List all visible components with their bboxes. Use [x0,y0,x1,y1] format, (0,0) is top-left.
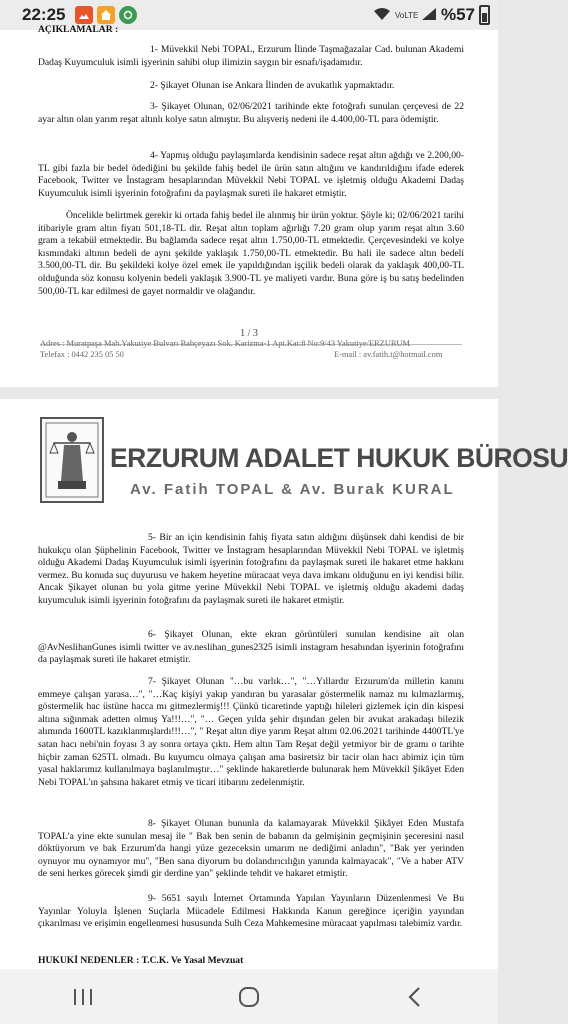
paragraph-9: 8- Şikayet Olunan bununla da kalamayarak Müvekkil Şikâyet Eden Mustafa TOPAL'a yine ekte sunulan mesaj ile " Bak ben senin de babanın da gelmişinin geçmişinin şeceresini nasıl döktüyorum ve bak Erzurum'da hangi yüze gezeceksin umarım ne dediğimi anladın", "Bak yer yerinden oynuyor mu oynamıyor mu", "Ben sana diyorum bu dolandırıcılığın yanında kalmayacak", "Ve a haber ATV de seni herkes görecek şimdi gir derdine yan" şeklinde tehdit ve hakaret etmiştir. [38,818,464,880]
clock: 22:25 [22,5,66,24]
section-heading: AÇIKLAMALAR : [38,24,119,35]
footer-email: E-mail : av.fatih.t@hotmail.com [334,350,443,359]
back-button[interactable] [385,977,445,1017]
paragraph-8: 7- Şikayet Olunan "…bu varlık…", "…Yıllardır Erzurum'da milletin kanını emmeye çalışan yarasa…", "…Kaç kişiyi yakıp yandıran bu yarasalar göstermelik namaz mı kılmazlarmış, göstermelik hac üstüne hacca mı gitmezlermiş!!! Çünkü ticaretinde yaptığı hileleri gizlemek için din kispesi altına sığınmak adetten olmuş Ya!!!…", "… Geçen yılda şehir dışından gelen bir avukat arakadaşı bilezik alımında 1600TL kazıklanmışlardı!!!…", " Reşat altın diye yarım Reşat altını 02.06.2021 tarihinde 4400TL'ye satan hacı nebi'nin foyası 3 ay sonra ortaya çıktı. Hem altın Tam Reşat değil yetmiyor bir de gramı o tarihte hiçbir zaman 625TL olmadı. Bu kuyumcu olmaya çalışan ama basiretsiz bir tacir olan hacı abimiz için tüm yasal haklarımız kullanılmaya başlanılmıştır…" şeklinde hakaretlerde bulunarak hem Müvekkil Şikâyet Eden Nebi TOPAL'ın şahsına hakaret etmiş ve ticari itibarını zedelenmiştir. [38,676,464,788]
paragraph-7: 6- Şikayet Olunan, ekte ekran görüntüleri sunulan kendisine ait olan @AvNeslihanGunes isimli twitter ve av.neslihan_gunes2325 isimli instagram hesabından işyerinin fotoğrafını da paylaşmak sureti ile hakaret etmiştir. [38,629,464,666]
footer-address: Adres : Muratpaşa Mah.Yakutiye Bulvarı Bahçeyazı Sok. Karizma-1 Apt.Kat:8 No:9/43 Yakutiye/ERZURUM [40,339,410,348]
paragraph-3: 3- Şikayet Olunan, 02/06/2021 tarihinde ekte fotoğrafı sunulan çerçevesi de 22 ayar altın olan yarım reşat altınlı kolye satın almıştır. Bu alışveriş nedeni ile 4.400,00-TL para ödemiştir. [38,101,464,125]
paragraph-2: 2- Şikayet Olunan ise Ankara İlinden de avukatlık yapmaktadır. [150,80,395,91]
battery-percent: %57 [440,5,475,24]
lawyer-names: Av. Fatih TOPAL & Av. Burak KURAL [130,481,455,498]
document-page-2 [0,399,568,969]
volte-label: VoLTE [394,10,419,20]
wifi-icon [373,7,391,24]
recent-apps-button[interactable] [53,977,113,1017]
home-button[interactable] [219,977,279,1017]
battery-icon [479,5,490,25]
page-number: 1 / 3 [240,328,258,339]
footer-phone: Telefax : 0442 235 05 50 [40,350,124,359]
legal-grounds-heading: HUKUKİ NEDENLER : T.C.K. Ve Yasal Mevzuat [38,955,244,966]
paragraph-1: 1- Müvekkil Nebi TOPAL, Erzurum İlinde Taşmağazalar Cad. bulunan Akademi Dadaş Kuyumculuk isimli işyerinin sahibi olup ilimizin saygın bir esnafı/işadamıdır. [38,44,464,68]
document-page-1 [0,24,498,387]
paragraph-4: 4- Yapmış olduğu paylaşımlarda kendisinin sadece reşat altın ağdığı ve 2.200,00-TL gibi fazla bir bedel ödediğini bu şekilde fahiş bedel ile ürün satın altığını ve kandırıldığını ifade ederek Facebook, Twitter ve İnstagram hesaplarından Müvekkil Nebi TOPAL ve işletmiş olduğu Akademi Dadaş Kuyumculuk isimli işyerinin fotoğrafını da paylaşmak sureti ile hakaret etmiştir. [38,150,464,199]
firm-name: ERZURUM ADALET HUKUK BÜROSU [110,443,568,473]
signal-icon [421,7,437,24]
justice-logo-icon [40,417,104,503]
navigation-bar [0,969,498,1024]
back-icon [407,986,423,1008]
home-icon [237,985,261,1009]
home-app-notification-icon [97,6,115,24]
settings-notification-icon [119,6,137,24]
paragraph-6: 5- Bir an için kendisinin fahiş fiyata satın aldığını düşünsek dahi kendisi de bir hukukçu olan Şüphelinin Facebook, Twitter ve İnstagram hesaplarından Müvekkil Nebi TOPAL ve işletmiş olduğu Akademi Dadaş Kuyumculuk isimli işyerinin fotoğrafını da paylaşmak sureti ile hakaret etme hakkını vermez. Bu konuda suç duyurusu ve hakem heyetine müracaat veya dava imkanı olduğunu en iyi kendisi bilir. Ancak Şikayet olunan bu yola gitme yerine Müvekkil Nebi TOPAL ve işletmiş olduğu akademi dadaş kuyumculuk isimli işyerinin fotoğrafını da paylaşmak sureti ile hakaret etmiştir. [38,532,464,606]
gallery-notification-icon [75,6,93,24]
recent-apps-icon [72,988,94,1006]
paragraph-10: 9- 5651 sayılı İnternet Ortamında Yapılan Yayınların Düzenlenmesi Ve Bu Yayınlar Yoluyla İşlenen Suçlarla Mücadele Edilmesi Hakkında Kanun gereğince içeriğin yayından çıkarılması ve erişimin engellenmesi hususunda Sulh Ceza Mahkemesine müracaat yapılması talebimiz vardır. [38,893,464,930]
paragraph-5: Öncelikle belirtmek gerekir ki ortada fahiş bedel ile alınmış bir ürün yoktur. Şöyle ki; 02/06/2021 tarihi itibariyle gram altın fiyatı 501,18-TL dir. Reşat altın toplam ağırlığı 7.20 gram olup yarım reşat altın 3.60 gram a tekabül etmektedir. Bu bağlamda sadece reşat altın 1.750,00-TL etmektedir. Çerçevesindeki ve kolye kısmındaki altının bedeli de aynı şekilde yaklaşık 1.750,00-TL etmektedir. Bu hali ile sadece altın bedeli 3.500,00-TL dir. Bu şekildeki kolye özel emek ile yapıldığından işçilik bedeli olarak da yaklaşık 400,00-TL olduğunda söz konusu kolyenin bedeli yaklaşık 3.900-TL ye maliyeti vardır. Buna göre iş bu satış bedelinden 500,00-TL kar edilmesi de gayet normaldir ve olağandır. [38,210,464,297]
